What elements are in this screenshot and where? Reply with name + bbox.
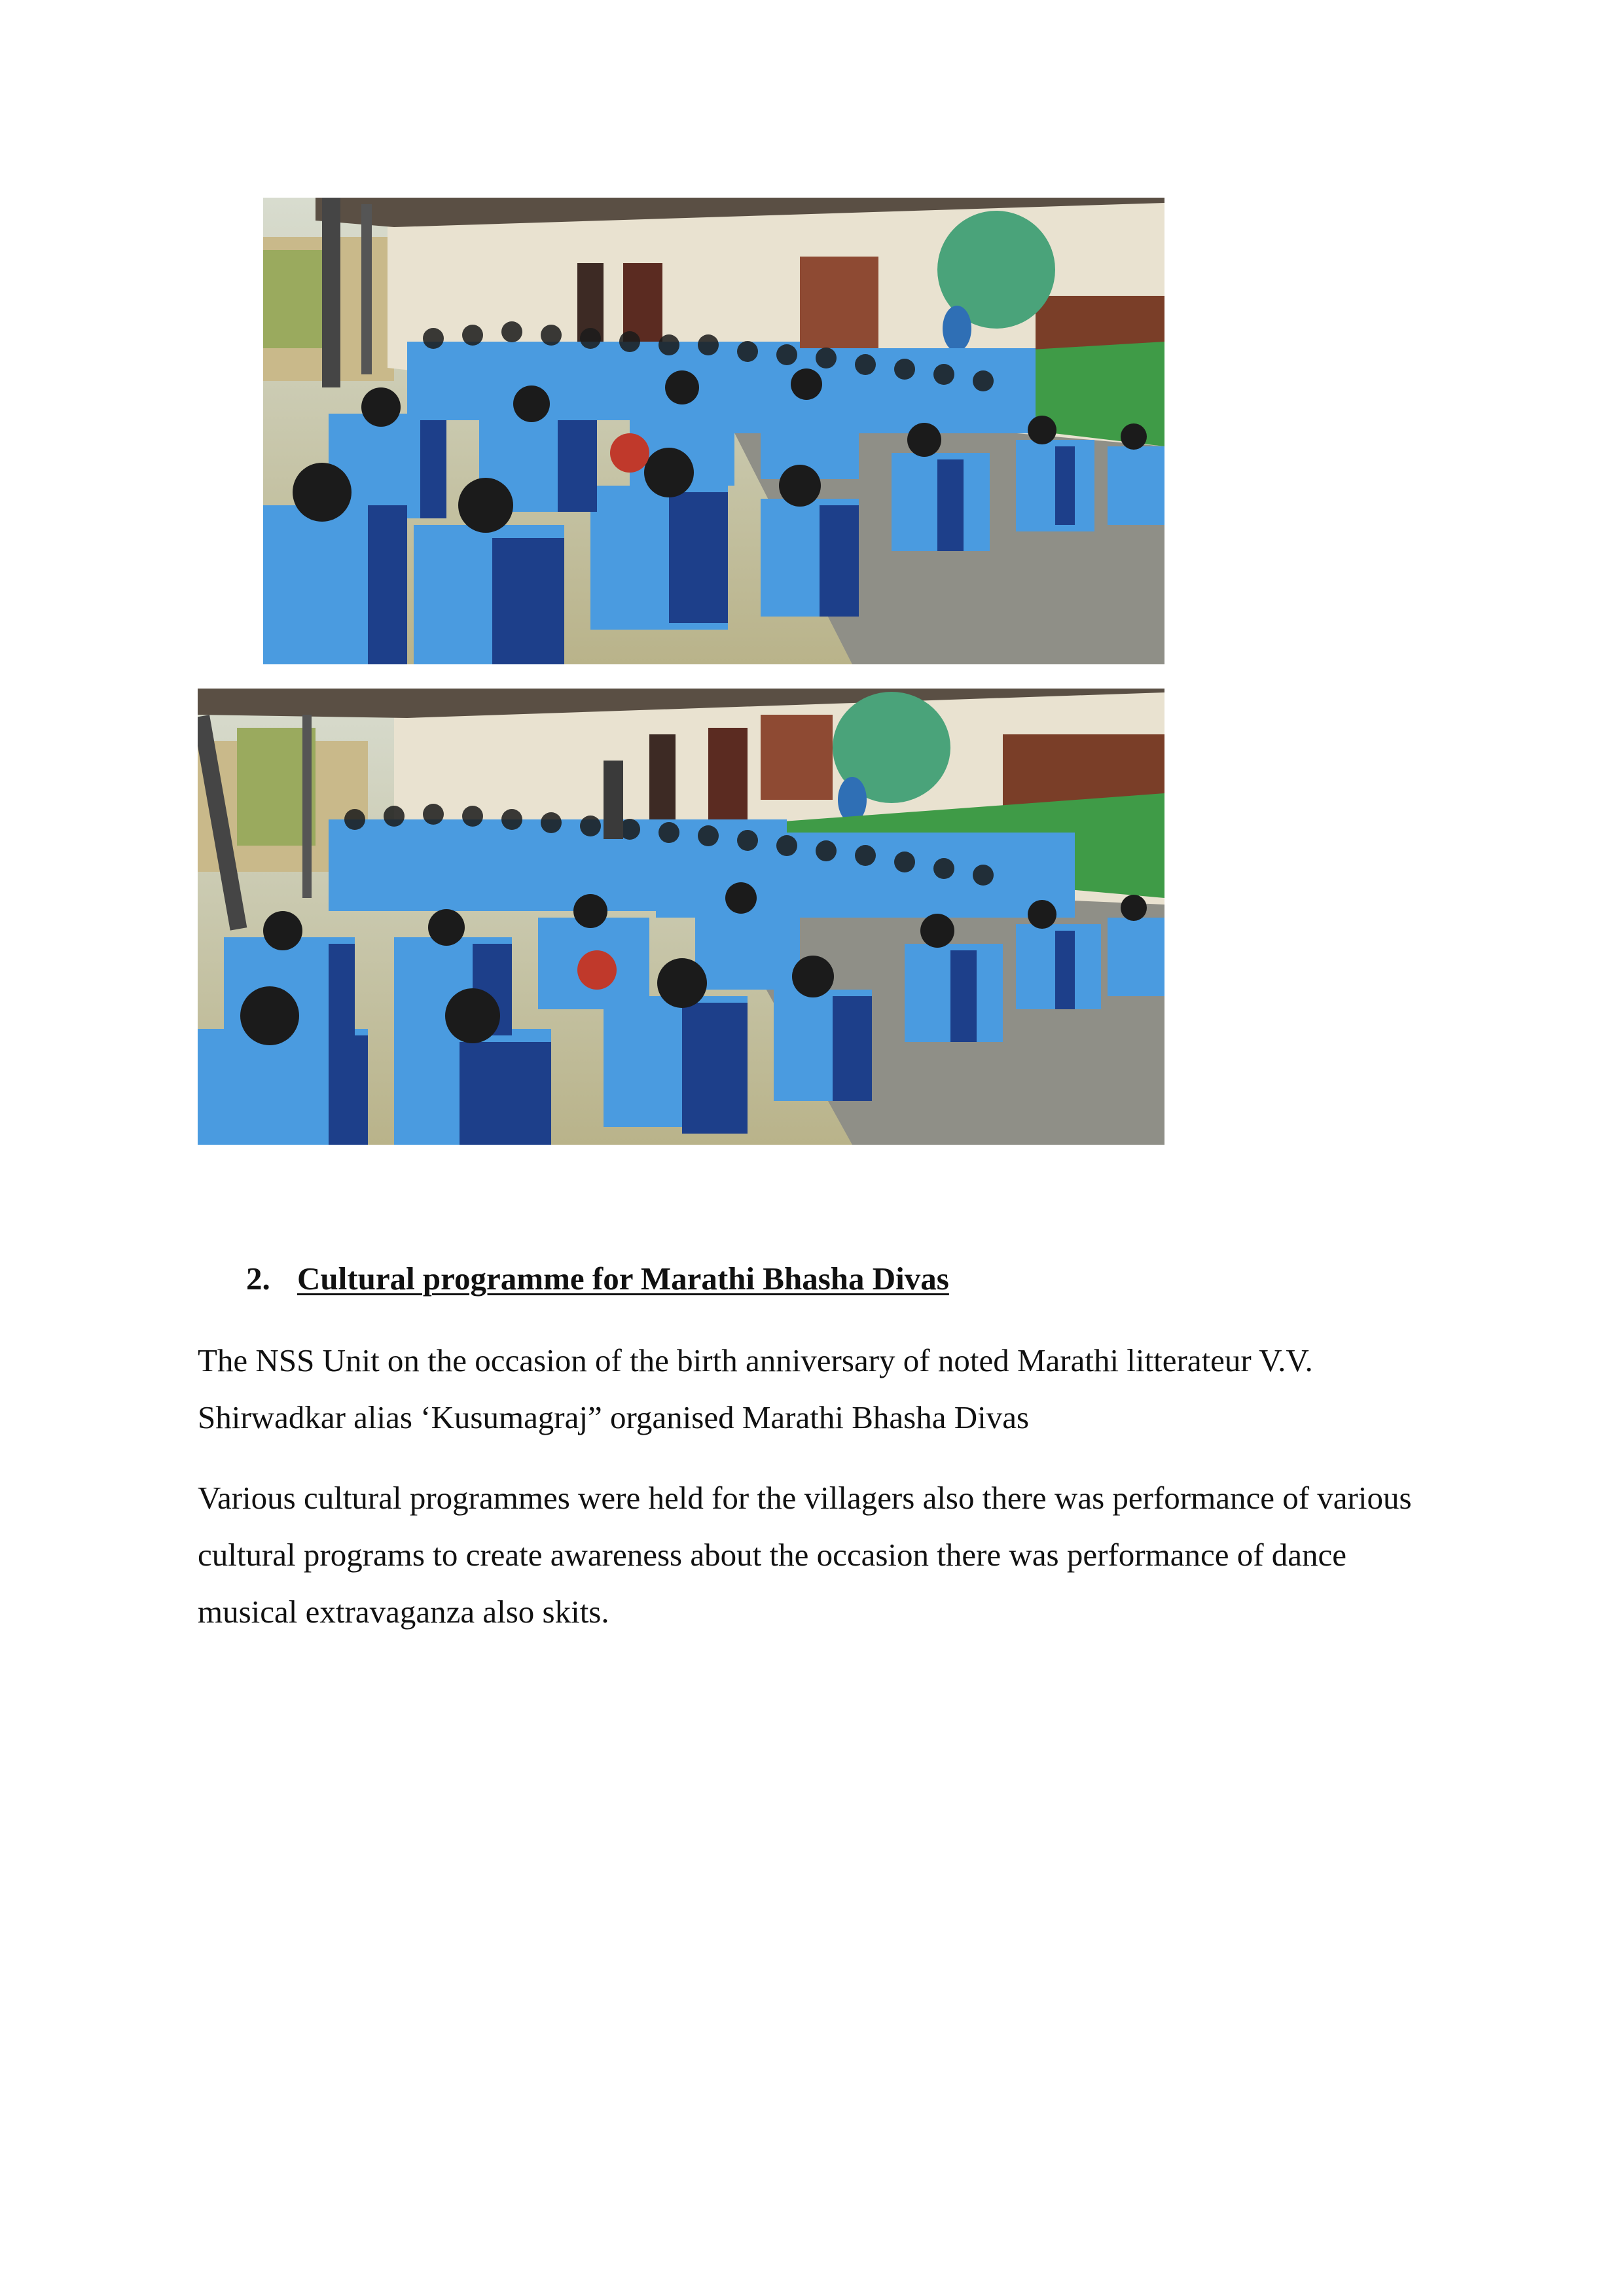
section-title: Cultural programme for Marathi Bhasha Divas (297, 1261, 949, 1297)
students-assembly-image (198, 689, 1164, 1145)
body-paragraph: Various cultural programmes were held for the villagers also there was performance of various cultural programs to create awareness about the occasion there was performance of dance musical extravaganza also skits. (198, 1480, 1412, 1630)
event-photo-1 (263, 198, 1164, 664)
event-photo-2 (198, 689, 1164, 1145)
section-number: 2. (246, 1261, 270, 1297)
section-heading (246, 1260, 949, 1299)
body-paragraph: The NSS Unit on the occasion of the birth anniversary of noted Marathi litterateur V.V. Shirwadkar alias ‘Kusumagraj” organised Marathi Bhasha Divas (198, 1342, 1313, 1435)
students-assembly-image (263, 198, 1164, 664)
